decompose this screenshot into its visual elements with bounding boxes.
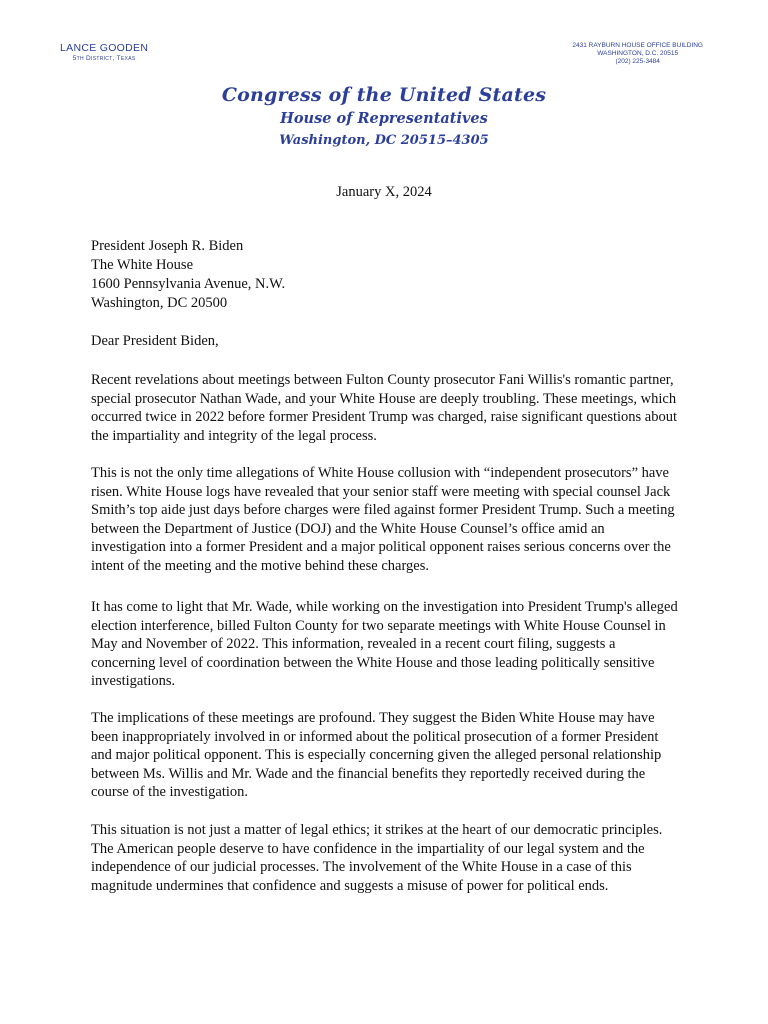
recipient-street: 1600 Pennsylvania Avenue, N.W. (91, 276, 286, 292)
letterhead-address: Washington, DC 20515–4305 (279, 133, 489, 148)
office-phone: (202) 225-3484 (615, 58, 660, 65)
recipient-name: President Joseph R. Biden (91, 238, 244, 254)
body-paragraph: Recent revelations about meetings between Fulton County prosecutor Fani Willis's romantic partner, special prosecutor Nathan Wade, and your White House are deeply troubling. These meetings, which occurred twice in 2022 before former President Trump was charged, raise significant questions about the impartiality and integrity of the legal process. (91, 372, 678, 444)
office-address-block (572, 42, 703, 66)
recipient-org: The White House (91, 257, 194, 273)
body-paragraph: This situation is not just a matter of legal ethics; it strikes at the heart of our democratic principles. The American people deserve to have confidence in the impartiality of our legal system and the independence of our judicial processes. The involvement of the White House in a case of this magnitude undermines that confidence and suggests a misuse of power for political ends. (91, 822, 663, 894)
letter-date: January X, 2024 (336, 184, 432, 200)
letterhead-congress: Congress of the United States (221, 84, 547, 106)
salutation: Dear President Biden, (91, 333, 219, 349)
body-paragraph: This is not the only time allegations of White House collusion with “independent prosecutors” have risen. White House logs have revealed that your senior staff were meeting with special counsel Jack Smith’s top aide just days before charges were filed against former President Trump. Such a meeting between the Department of Justice (DOJ) and the White House Counsel’s office amid an investigation into a former President and a major political opponent raises serious concerns over the intent of the meeting and the motive behind these charges. (91, 465, 675, 574)
recipient-city: Washington, DC 20500 (91, 295, 228, 311)
member-block (60, 42, 148, 62)
body-paragraph: The implications of these meetings are profound. They suggest the Biden White House may have been inappropriately involved in or informed about the political prosecution of a former President and major political opponent. This is especially concerning given the alleged personal relationship between Ms. Willis and Mr. Wade and the financial benefits they reportedly received during the course of the investigation. (91, 710, 662, 801)
letterhead-house: House of Representatives (280, 110, 488, 127)
member-district: 5th District, Texas (72, 55, 136, 62)
recipient-address (91, 237, 285, 313)
office-city: WASHINGTON, D.C. 20515 (597, 50, 679, 57)
office-building: 2431 RAYBURN HOUSE OFFICE BUILDING (572, 42, 703, 49)
body-paragraph: It has come to light that Mr. Wade, while working on the investigation into President Trump's alleged election interference, billed Fulton County for two separate meetings with White House Counsel in May and November of 2022. This information, revealed in a recent court filing, suggests a concerning level of coordination between the White House and those leading politically sensitive investigations. (91, 599, 678, 690)
member-name: LANCE GOODEN (60, 42, 149, 54)
